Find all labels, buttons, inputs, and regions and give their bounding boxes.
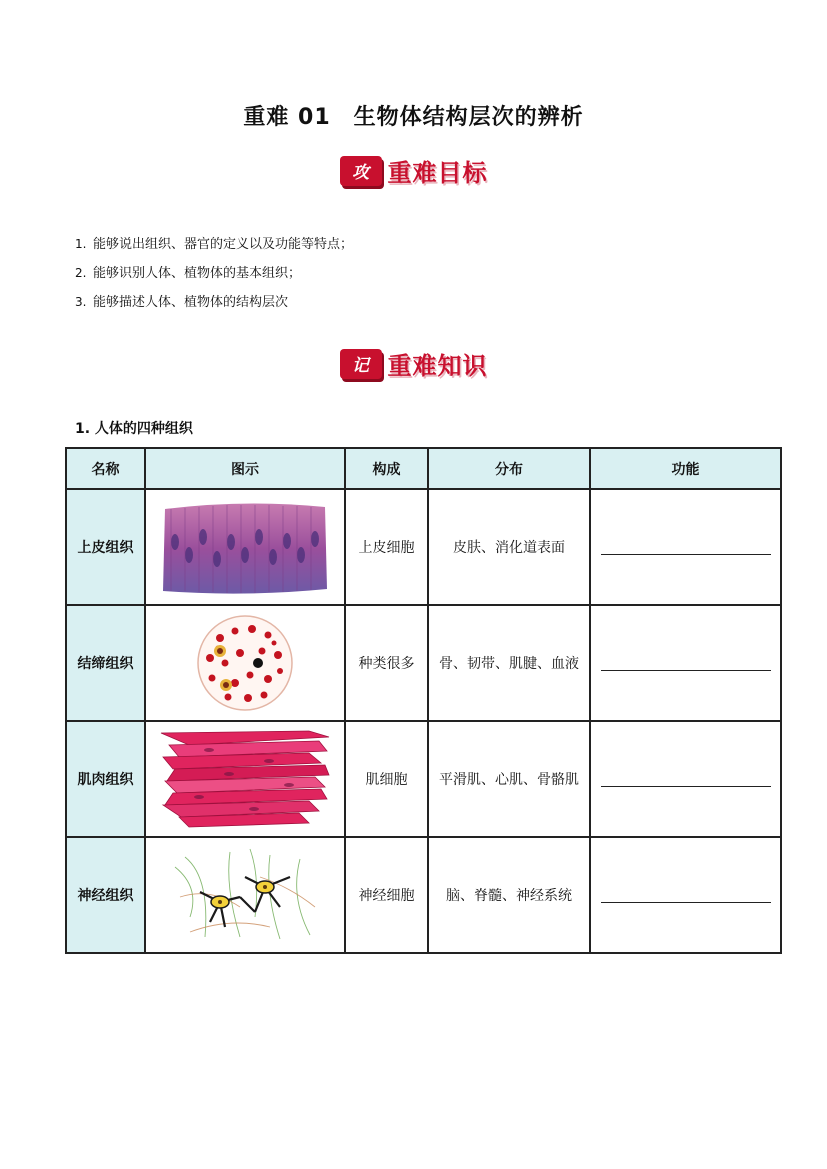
goals-banner (0, 153, 827, 188)
table-row (66, 489, 781, 605)
memo-badge-icon: 记 (340, 349, 382, 379)
section-heading: 1. 人体的四种组织 (75, 421, 193, 437)
knowledge-banner (0, 346, 827, 381)
goals-banner-label: 重难目标 (387, 159, 488, 187)
tissue-distribution: 皮肤、消化道表面 (428, 489, 590, 605)
tissue-name: 神经组织 (66, 837, 145, 953)
knowledge-banner-label: 重难知识 (387, 352, 488, 380)
goals-list (75, 230, 353, 317)
tissue-composition: 肌细胞 (345, 721, 428, 837)
tissue-function-blank[interactable] (590, 837, 781, 953)
muscle-tissue-image (145, 721, 345, 837)
page-title: 重难 01 生物体结构层次的辨析 (243, 105, 584, 130)
goal-item: 1. 能够说出组织、器官的定义以及功能等特点； (75, 237, 354, 252)
epithelial-tissue-image (145, 489, 345, 605)
tissue-name: 肌肉组织 (66, 721, 145, 837)
tissue-function-blank[interactable] (590, 489, 781, 605)
tissue-function-blank[interactable] (590, 721, 781, 837)
connective-tissue-image (145, 605, 345, 721)
column-header: 图示 (145, 448, 345, 489)
column-header: 构成 (345, 448, 428, 489)
tissue-name: 结缔组织 (66, 605, 145, 721)
goal-item: 2. 能够识别人体、植物体的基本组织； (75, 266, 302, 281)
column-header: 名称 (66, 448, 145, 489)
attack-badge-icon: 攻 (340, 156, 382, 186)
tissue-name: 上皮组织 (66, 489, 145, 605)
column-header: 功能 (590, 448, 781, 489)
table-row (66, 721, 781, 837)
table-row (66, 605, 781, 721)
table-row (66, 837, 781, 953)
goal-item: 3. 能够描述人体、植物体的结构层次 (75, 295, 289, 310)
table-header-row (66, 448, 781, 489)
tissue-composition: 神经细胞 (345, 837, 428, 953)
tissue-composition: 上皮细胞 (345, 489, 428, 605)
tissue-distribution: 骨、韧带、肌腱、血液 (428, 605, 590, 721)
tissue-table (65, 447, 782, 954)
tissue-distribution: 脑、脊髓、神经系统 (428, 837, 590, 953)
tissue-distribution: 平滑肌、心肌、骨骼肌 (428, 721, 590, 837)
tissue-function-blank[interactable] (590, 605, 781, 721)
nerve-tissue-image (145, 837, 345, 953)
tissue-composition: 种类很多 (345, 605, 428, 721)
column-header: 分布 (428, 448, 590, 489)
